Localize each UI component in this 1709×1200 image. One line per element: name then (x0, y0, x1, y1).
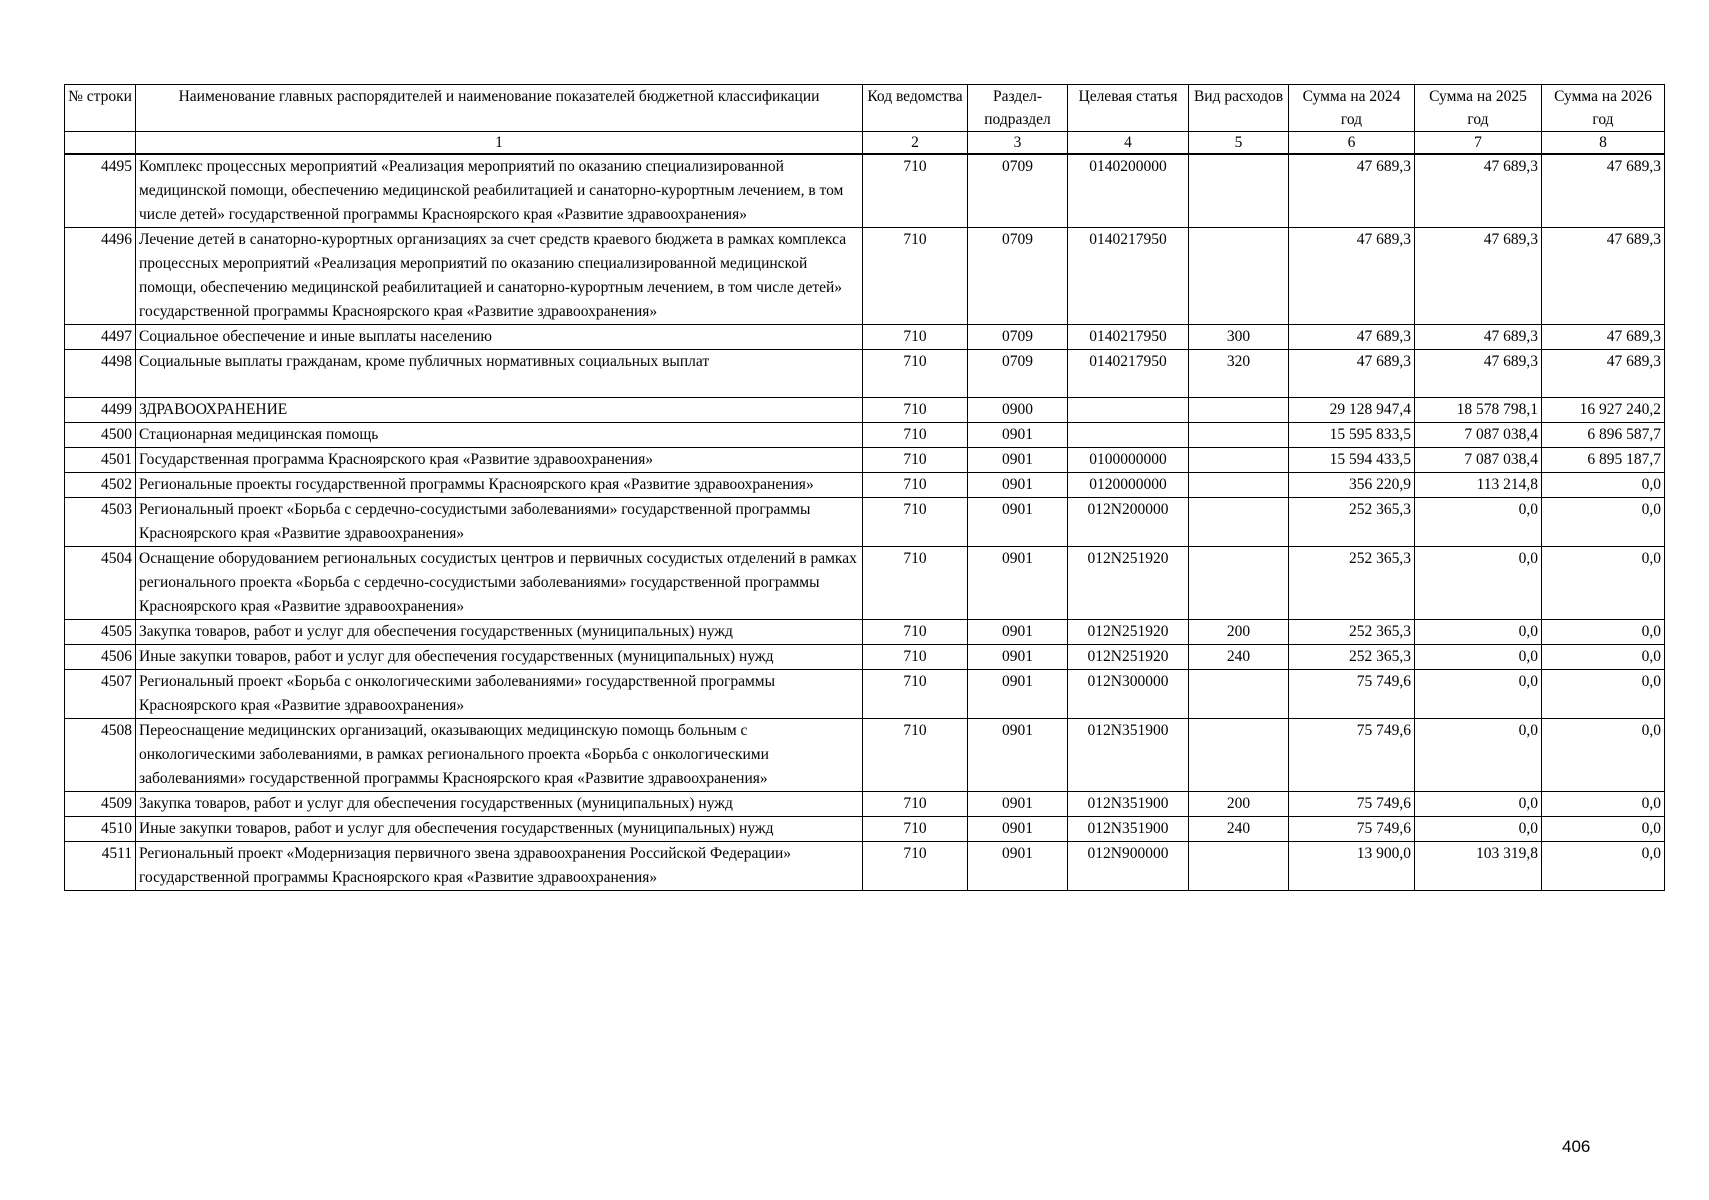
row-name-cell: Государственная программа Красноярского края «Развитие здравоохранения» (136, 448, 863, 473)
expense-type-cell (1189, 473, 1289, 498)
department-code-cell: 710 (863, 620, 968, 645)
expense-type-cell: 240 (1189, 817, 1289, 842)
expense-type-cell: 320 (1189, 350, 1289, 398)
department-code-cell: 710 (863, 719, 968, 792)
expense-type-cell: 300 (1189, 325, 1289, 350)
col-header-sum-2026: Сумма на 2026 год (1542, 85, 1665, 132)
sum-2025-cell: 0,0 (1415, 645, 1542, 670)
expense-type-cell: 240 (1189, 645, 1289, 670)
department-code-cell: 710 (863, 645, 968, 670)
target-article-cell: 0140217950 (1068, 350, 1189, 398)
sum-2025-cell: 0,0 (1415, 620, 1542, 645)
target-article-cell: 0140217950 (1068, 325, 1189, 350)
row-name-cell: Оснащение оборудованием региональных сосудистых центров и первичных сосудистых отделений в рамках регионального проекта «Борьба с сердечно-сосудистыми заболеваниями» государственной программы Красноярского края «Развитие здравоохранения» (136, 547, 863, 620)
row-number-cell: 4511 (65, 842, 136, 891)
expense-type-cell (1189, 398, 1289, 423)
sum-2025-cell: 0,0 (1415, 817, 1542, 842)
sum-2024-cell: 15 595 833,5 (1289, 423, 1415, 448)
expense-type-cell: 200 (1189, 792, 1289, 817)
row-name-cell: ЗДРАВООХРАНЕНИЕ (136, 398, 863, 423)
sum-2024-cell: 252 365,3 (1289, 498, 1415, 547)
target-article-cell: 012N900000 (1068, 842, 1189, 891)
department-code-cell: 710 (863, 398, 968, 423)
target-article-cell (1068, 423, 1189, 448)
col-header-sum-2025: Сумма на 2025 год (1415, 85, 1542, 132)
department-code-cell: 710 (863, 473, 968, 498)
section-code-cell: 0901 (968, 473, 1068, 498)
sum-2024-cell: 252 365,3 (1289, 645, 1415, 670)
table-row (65, 498, 1665, 547)
table-row (65, 473, 1665, 498)
department-code-cell: 710 (863, 817, 968, 842)
sum-2026-cell: 0,0 (1542, 473, 1665, 498)
target-article-cell: 0120000000 (1068, 473, 1189, 498)
sum-2024-cell: 15 594 433,5 (1289, 448, 1415, 473)
expense-type-cell (1189, 154, 1289, 228)
section-code-cell: 0709 (968, 228, 1068, 325)
department-code-cell: 710 (863, 448, 968, 473)
row-number-cell: 4505 (65, 620, 136, 645)
col-number-5: 5 (1189, 132, 1289, 155)
table-row (65, 325, 1665, 350)
sum-2024-cell: 47 689,3 (1289, 350, 1415, 398)
col-number-1: 1 (136, 132, 863, 155)
col-number-6: 6 (1289, 132, 1415, 155)
department-code-cell: 710 (863, 842, 968, 891)
sum-2025-cell: 0,0 (1415, 547, 1542, 620)
section-code-cell: 0709 (968, 350, 1068, 398)
section-code-cell: 0901 (968, 792, 1068, 817)
col-number-3: 3 (968, 132, 1068, 155)
col-number-7: 7 (1415, 132, 1542, 155)
expense-type-cell (1189, 547, 1289, 620)
row-number-cell: 4503 (65, 498, 136, 547)
row-number-cell: 4496 (65, 228, 136, 325)
row-name-cell: Социальные выплаты гражданам, кроме публичных нормативных социальных выплат (136, 350, 863, 398)
section-code-cell: 0901 (968, 547, 1068, 620)
sum-2026-cell: 0,0 (1542, 498, 1665, 547)
col-header-department-code: Код ведомства (863, 85, 968, 132)
table-row (65, 547, 1665, 620)
section-code-cell: 0901 (968, 498, 1068, 547)
row-name-cell: Региональный проект «Борьба с сердечно-сосудистыми заболеваниями» государственной программы Красноярского края «Развитие здравоохранения» (136, 498, 863, 547)
department-code-cell: 710 (863, 154, 968, 228)
row-number-cell: 4507 (65, 670, 136, 719)
sum-2025-cell: 47 689,3 (1415, 350, 1542, 398)
col-header-section: Раздел-подраздел (968, 85, 1068, 132)
sum-2025-cell: 7 087 038,4 (1415, 423, 1542, 448)
table-row (65, 670, 1665, 719)
sum-2024-cell: 47 689,3 (1289, 228, 1415, 325)
target-article-cell: 012N351900 (1068, 719, 1189, 792)
department-code-cell: 710 (863, 423, 968, 448)
table-row (65, 792, 1665, 817)
row-number-cell: 4504 (65, 547, 136, 620)
sum-2026-cell: 47 689,3 (1542, 154, 1665, 228)
sum-2025-cell: 113 214,8 (1415, 473, 1542, 498)
sum-2024-cell: 252 365,3 (1289, 620, 1415, 645)
section-code-cell: 0901 (968, 620, 1068, 645)
col-number-8: 8 (1542, 132, 1665, 155)
sum-2024-cell: 47 689,3 (1289, 154, 1415, 228)
row-name-cell: Социальное обеспечение и иные выплаты населению (136, 325, 863, 350)
section-code-cell: 0901 (968, 645, 1068, 670)
expense-type-cell (1189, 498, 1289, 547)
sum-2026-cell: 47 689,3 (1542, 325, 1665, 350)
sum-2024-cell: 75 749,6 (1289, 817, 1415, 842)
sum-2026-cell: 0,0 (1542, 670, 1665, 719)
sum-2024-cell: 75 749,6 (1289, 792, 1415, 817)
table-row (65, 842, 1665, 891)
table-row (65, 154, 1665, 228)
sum-2025-cell: 47 689,3 (1415, 325, 1542, 350)
col-header-row-number: № строки (65, 85, 136, 132)
row-name-cell: Переоснащение медицинских организаций, оказывающих медицинскую помощь больным с онкологическими заболеваниями, в рамках регионального проекта «Борьба с онкологическими заболеваниями» государственной программы Красноярского края «Развитие здравоохранения» (136, 719, 863, 792)
section-code-cell: 0901 (968, 670, 1068, 719)
table-body (65, 154, 1665, 891)
expense-type-cell (1189, 228, 1289, 325)
col-header-name: Наименование главных распорядителей и наименование показателей бюджетной классификации (136, 85, 863, 132)
header-row (65, 85, 1665, 132)
table-row (65, 620, 1665, 645)
department-code-cell: 710 (863, 547, 968, 620)
target-article-cell: 012N251920 (1068, 645, 1189, 670)
row-number-cell: 4500 (65, 423, 136, 448)
section-code-cell: 0901 (968, 448, 1068, 473)
sum-2026-cell: 0,0 (1542, 620, 1665, 645)
target-article-cell: 0140200000 (1068, 154, 1189, 228)
table-row (65, 817, 1665, 842)
section-code-cell: 0901 (968, 842, 1068, 891)
expense-type-cell (1189, 670, 1289, 719)
table-row (65, 719, 1665, 792)
row-name-cell: Региональные проекты государственной программы Красноярского края «Развитие здравоохранения» (136, 473, 863, 498)
sum-2025-cell: 0,0 (1415, 498, 1542, 547)
sum-2026-cell: 47 689,3 (1542, 350, 1665, 398)
col-number-2: 2 (863, 132, 968, 155)
sum-2025-cell: 47 689,3 (1415, 228, 1542, 325)
department-code-cell: 710 (863, 325, 968, 350)
expense-type-cell (1189, 448, 1289, 473)
sum-2024-cell: 356 220,9 (1289, 473, 1415, 498)
section-code-cell: 0709 (968, 325, 1068, 350)
target-article-cell: 012N300000 (1068, 670, 1189, 719)
row-name-cell: Региональный проект «Борьба с онкологическими заболеваниями» государственной программы Красноярского края «Развитие здравоохранения» (136, 670, 863, 719)
sum-2026-cell: 0,0 (1542, 547, 1665, 620)
col-header-sum-2024: Сумма на 2024 год (1289, 85, 1415, 132)
col-number-0 (65, 132, 136, 155)
section-code-cell: 0900 (968, 398, 1068, 423)
target-article-cell: 012N351900 (1068, 817, 1189, 842)
column-number-row (65, 132, 1665, 155)
department-code-cell: 710 (863, 350, 968, 398)
sum-2025-cell: 47 689,3 (1415, 154, 1542, 228)
department-code-cell: 710 (863, 670, 968, 719)
row-number-cell: 4495 (65, 154, 136, 228)
sum-2025-cell: 18 578 798,1 (1415, 398, 1542, 423)
col-header-expense-type: Вид расходов (1189, 85, 1289, 132)
sum-2025-cell: 0,0 (1415, 719, 1542, 792)
sum-2024-cell: 13 900,0 (1289, 842, 1415, 891)
sum-2024-cell: 47 689,3 (1289, 325, 1415, 350)
sum-2024-cell: 75 749,6 (1289, 670, 1415, 719)
sum-2026-cell: 0,0 (1542, 792, 1665, 817)
row-name-cell: Закупка товаров, работ и услуг для обеспечения государственных (муниципальных) нужд (136, 620, 863, 645)
col-header-target-article: Целевая статья (1068, 85, 1189, 132)
table-row (65, 350, 1665, 398)
table-row (65, 398, 1665, 423)
page-number: 406 (1562, 1137, 1591, 1156)
row-name-cell: Комплекс процессных мероприятий «Реализация мероприятий по оказанию специализированной медицинской помощи, обеспечению медицинской реабилитацией и санаторно-курортным лечением, в том числе детей» государственной программы Красноярского края «Развитие здравоохранения» (136, 154, 863, 228)
target-article-cell: 012N251920 (1068, 620, 1189, 645)
row-number-cell: 4510 (65, 817, 136, 842)
row-name-cell: Региональный проект «Модернизация первичного звена здравоохранения Российской Федерации» государственной программы Красноярского края «Развитие здравоохранения» (136, 842, 863, 891)
expense-type-cell: 200 (1189, 620, 1289, 645)
row-name-cell: Стационарная медицинская помощь (136, 423, 863, 448)
sum-2026-cell: 0,0 (1542, 817, 1665, 842)
sum-2025-cell: 103 319,8 (1415, 842, 1542, 891)
sum-2026-cell: 6 896 587,7 (1542, 423, 1665, 448)
row-number-cell: 4497 (65, 325, 136, 350)
expense-type-cell (1189, 842, 1289, 891)
row-name-cell: Закупка товаров, работ и услуг для обеспечения государственных (муниципальных) нужд (136, 792, 863, 817)
table-row (65, 423, 1665, 448)
section-code-cell: 0709 (968, 154, 1068, 228)
target-article-cell (1068, 398, 1189, 423)
sum-2025-cell: 7 087 038,4 (1415, 448, 1542, 473)
sum-2026-cell: 0,0 (1542, 719, 1665, 792)
sum-2024-cell: 252 365,3 (1289, 547, 1415, 620)
row-name-cell: Иные закупки товаров, работ и услуг для обеспечения государственных (муниципальных) нужд (136, 645, 863, 670)
expense-type-cell (1189, 423, 1289, 448)
row-number-cell: 4509 (65, 792, 136, 817)
department-code-cell: 710 (863, 498, 968, 547)
row-number-cell: 4501 (65, 448, 136, 473)
target-article-cell: 012N251920 (1068, 547, 1189, 620)
row-number-cell: 4498 (65, 350, 136, 398)
row-name-cell: Лечение детей в санаторно-курортных организациях за счет средств краевого бюджета в рамках комплекса процессных мероприятий «Реализация мероприятий по оказанию специализированной медицинской помощи, обеспечению медицинской реабилитацией и санаторно-курортным лечением, в том числе детей» государственной программы Красноярского края «Развитие здравоохранения» (136, 228, 863, 325)
row-name-cell: Иные закупки товаров, работ и услуг для обеспечения государственных (муниципальных) нужд (136, 817, 863, 842)
row-number-cell: 4502 (65, 473, 136, 498)
sum-2025-cell: 0,0 (1415, 792, 1542, 817)
target-article-cell: 012N200000 (1068, 498, 1189, 547)
sum-2025-cell: 0,0 (1415, 670, 1542, 719)
sum-2024-cell: 29 128 947,4 (1289, 398, 1415, 423)
col-number-4: 4 (1068, 132, 1189, 155)
sum-2024-cell: 75 749,6 (1289, 719, 1415, 792)
sum-2026-cell: 6 895 187,7 (1542, 448, 1665, 473)
row-number-cell: 4508 (65, 719, 136, 792)
expense-type-cell (1189, 719, 1289, 792)
table-row (65, 645, 1665, 670)
table-row (65, 228, 1665, 325)
budget-table (64, 84, 1665, 891)
sum-2026-cell: 0,0 (1542, 842, 1665, 891)
target-article-cell: 0100000000 (1068, 448, 1189, 473)
target-article-cell: 0140217950 (1068, 228, 1189, 325)
section-code-cell: 0901 (968, 719, 1068, 792)
section-code-cell: 0901 (968, 817, 1068, 842)
sum-2026-cell: 0,0 (1542, 645, 1665, 670)
section-code-cell: 0901 (968, 423, 1068, 448)
sum-2026-cell: 16 927 240,2 (1542, 398, 1665, 423)
row-number-cell: 4506 (65, 645, 136, 670)
row-number-cell: 4499 (65, 398, 136, 423)
target-article-cell: 012N351900 (1068, 792, 1189, 817)
sum-2026-cell: 47 689,3 (1542, 228, 1665, 325)
table-row (65, 448, 1665, 473)
department-code-cell: 710 (863, 228, 968, 325)
department-code-cell: 710 (863, 792, 968, 817)
